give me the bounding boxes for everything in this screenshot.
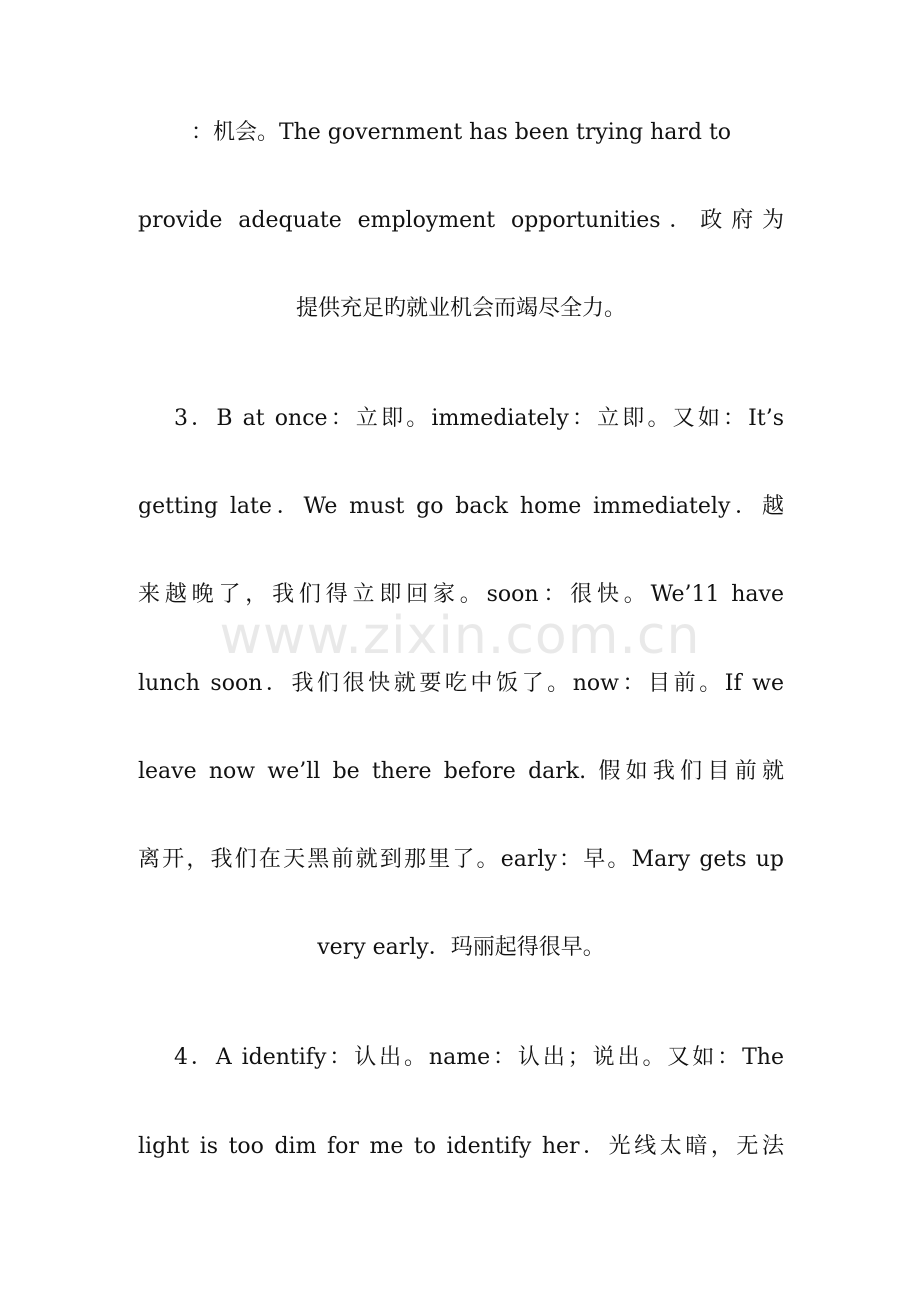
text-line-4: 3．B at once：立即。immediately：立即。又如：It’s xyxy=(174,406,784,431)
text-line-11: 4．A identify：认出。name：认出；说出。又如：The xyxy=(174,1045,784,1070)
text-line-6: 来越晚了，我们得立即回家。soon：很快。We’11 have xyxy=(138,582,784,607)
text-line-10: very early．玛丽起得很早。 xyxy=(317,935,605,960)
text-line-9: 离开，我们在天黑前就到那里了。early：早。Mary gets up xyxy=(138,847,784,872)
text-line-8: leave now we’ll be there before dark. 假如我们目前就 xyxy=(138,759,784,784)
text-line-3: 提供充足旳就业机会而竭尽全力。 xyxy=(295,296,626,321)
text-line-1: ：机会。The government has been trying hard to xyxy=(190,120,732,145)
text-line-2: provide adequate employment opportunities．政府为 xyxy=(138,208,784,233)
watermark: www.zixin.com.cn xyxy=(219,606,701,666)
text-line-7: lunch soon．我们很快就要吃中饭了。now：目前。If we xyxy=(138,671,784,696)
text-line-12: light is too dim for me to identify her．光线太暗，无法 xyxy=(138,1134,784,1159)
text-line-5: getting late．We must go back home immediately．越 xyxy=(138,494,784,519)
